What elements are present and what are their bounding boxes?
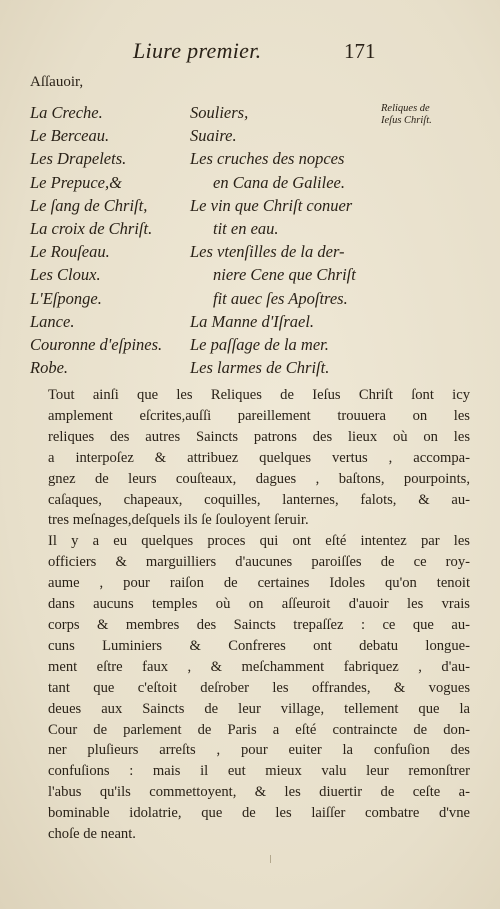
relic-item: La croix de Chriſt. [30,219,153,239]
text-line: cuns Luminiers & Confreres ont debatu longue- [48,637,470,654]
relic-item: fit auec ſes Apoſtres. [213,288,348,308]
relic-item: Le ſang de Chriſt, [30,195,148,215]
running-head: Liure premier. [133,38,262,63]
text-line: ner pluſieurs arreſts , pour euiter la confuſion des [48,742,470,759]
relic-item: en Cana de Galilee. [213,172,345,192]
relic-item: tit en eau. [213,219,279,239]
relic-item: Suaire. [190,126,237,146]
paragraph [30,531,470,845]
page-number: 171 [344,39,376,63]
text-line: dans aucuns temples où on aſſeuroit d'auoir les vrais [48,596,470,613]
text-line: corps & membres des Saincts trepaſſez : ce que au- [48,616,470,633]
relic-item: La Manne d'Iſrael. [190,311,315,331]
text-line: tant que c'eſtoit deſrober les offrandes, & vogues [48,679,470,696]
relic-item: Le paſſage de la mer. [190,335,329,355]
text-line: reliques des autres Saincts patrons des lieux où on les [48,428,470,445]
relic-item: Le vin que Chriſt conuer [190,195,353,215]
relics-list-right [190,101,356,379]
text-line: a interpoſez & attribuez quelques vertus , accompa- [48,449,470,466]
text-line: caſaques, chapeaux, coquilles, lanternes, falots, & au- [48,491,470,508]
relic-item: Souliers, [190,103,249,122]
text-line: choſe de neant. [48,826,136,843]
text-line: officiers & marguilliers d'aucunes paroiſſes de ce roy- [48,554,470,571]
relic-item: Les Cloux. [30,265,101,285]
relics-list-left [30,101,162,379]
intro-word: Aſſauoir, [30,74,84,90]
text-line: l'abus qu'ils commettoyent, & les diuertir de ceſte a- [48,784,470,801]
relic-item: Les larmes de Chriſt. [190,358,330,378]
margin-note-line: Reliques de [381,103,430,114]
page-header [0,38,500,68]
margin-note [381,103,432,127]
text-line: amplement eſcrites,auſſi pareillement trouuera on les [48,407,470,424]
text-line: deues aux Saincts de leur village, tellement que la [48,700,470,717]
text-line: aume , pour raiſon de certaines Idoles qu'on tenoit [48,575,470,592]
relic-item: L'Eſponge. [30,288,102,308]
paragraph [30,385,470,531]
text-line: gnez de leurs couſteaux, dagues , baſtons, pourpoints, [48,470,470,487]
text-line: confuſions : mais il eut mieux valu leur remonſtrer [48,763,470,780]
text-line: Tout ainſi que les Reliques de Ieſus Chriſt ſont icy [48,387,470,403]
margin-note-line: Ieſus Chriſt. [381,115,432,126]
relic-item: La Creche. [30,103,103,122]
text-line: ment eſtre faux , & meſchamment fabriquez , d'au- [48,658,470,675]
relic-item: Les vtenſilles de la der- [190,242,345,262]
relic-item: Robe. [30,358,69,378]
text-line: tres meſnages,deſquels ils ſe ſouloyent ſeruir. [48,512,309,529]
relic-item: Le Prepuce,& [30,172,122,192]
relic-item: Lance. [30,311,75,331]
text-line: Cour de parlement de Paris a eſté contraincte de don- [48,721,470,738]
text-line: bominable idolatrie, que de les laiſſer combatre d'vne [48,805,470,822]
relic-item: Le Berceau. [30,126,110,146]
relic-item: niere Cene que Chriſt [213,265,356,285]
relic-item: Les cruches des nopces [190,149,345,169]
relic-item: Le Rouſeau. [30,242,110,262]
paper-speck [270,855,271,863]
body-text [30,385,470,845]
relic-item: Couronne d'eſpines. [30,335,163,355]
relic-item: Les Drapelets. [30,149,127,169]
text-line: Il y a eu quelques proces qui ont eſté intentez par les [48,533,470,550]
